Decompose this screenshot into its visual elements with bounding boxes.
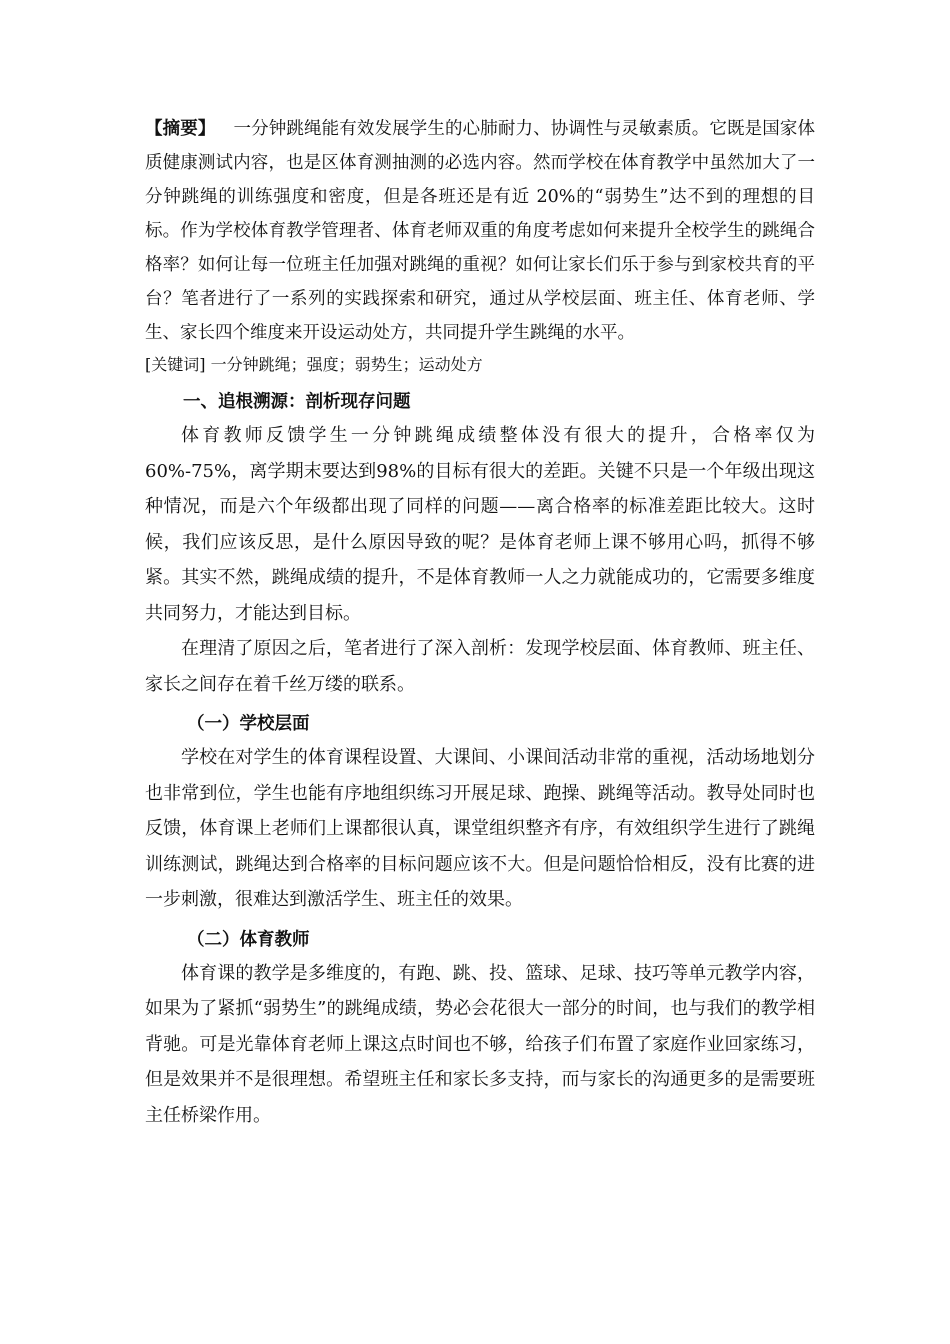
section-heading: 一、追根溯源：剖析现存问题 <box>183 392 411 412</box>
abstract-paragraph <box>145 112 815 350</box>
abstract-label: 【摘要】 <box>145 119 216 139</box>
keywords-line <box>145 350 815 380</box>
body-paragraph: 学校在对学生的体育课程设置、大课间、小课间活动非常的重视，活动场地划分也非常到位，学生也能有序地组织练习开展足球、跑操、跳绳等活动。教导处同时也反馈，体育课上老师们上课都很认真，课堂组织整齐有序，有效组织学生进行了跳绳训练测试，跳绳达到合格率的目标问题应该不大。但是问题恰恰相反，没有比赛的进一步刺激，很难达到激活学生、班主任的效果。 <box>145 747 815 910</box>
keywords-label: [关键词] <box>145 355 206 374</box>
keywords-text: 一分钟跳绳；强度；弱势生；运动处方 <box>210 355 483 374</box>
subsection-heading: （一）学校层面 <box>187 714 310 734</box>
body-paragraph: 在理清了原因之后，笔者进行了深入剖析：发现学校层面、体育教师、班主任、家长之间存在着千丝万缕的联系。 <box>145 638 815 695</box>
subsection-heading: （二）体育教师 <box>187 929 310 950</box>
body-paragraph: 体育教师反馈学生一分钟跳绳成绩整体没有很大的提升，合格率仅为 60%-75%，离学期末要达到98%的目标有很大的差距。关键不只是一个年级出现这种情况，而是六个年级都出现了同样的问题——离合格率的标准差距比较大。这时候，我们应该反思，是什么原因导致的呢？是体育老师上课不够用心吗，抓得不够紧。其实不然，跳绳成绩的提升，不是体育教师一人之力就能成功的，它需要多维度共同努力，才能达到目标。 <box>145 425 815 624</box>
document-page <box>145 112 815 1133</box>
abstract-text: 一分钟跳绳能有效发展学生的心肺耐力、协调性与灵敏素质。它既是国家体质健康测试内容，也是区体育测抽测的必选内容。然而学校在体育教学中虽然加大了一分钟跳绳的训练强度和密度，但是各班还是有近 20%的“弱势生”达不到的理想的目标。作为学校体育教学管理者、体育老师双重的角度考虑如何来提升全校学生的跳绳合格率？如何让每一位班主任加强对跳绳的重视？如何让家长们乐于参与到家校共育的平台？笔者进行了一系列的实践探索和研究，通过从学校层面、班主任、体育老师、学生、家长四个维度来开设运动处方，共同提升学生跳绳的水平。 <box>145 119 815 343</box>
body-paragraph: 体育课的教学是多维度的，有跑、跳、投、篮球、足球、技巧等单元教学内容，如果为了紧抓“弱势生”的跳绳成绩，势必会花很大一部分的时间，也与我们的教学相背驰。可是光靠体育老师上课这点时间也不够，给孩子们布置了家庭作业回家练习，但是效果并不是很理想。希望班主任和家长多支持，而与家长的沟通更多的是需要班主任桥梁作用。 <box>145 962 815 1126</box>
